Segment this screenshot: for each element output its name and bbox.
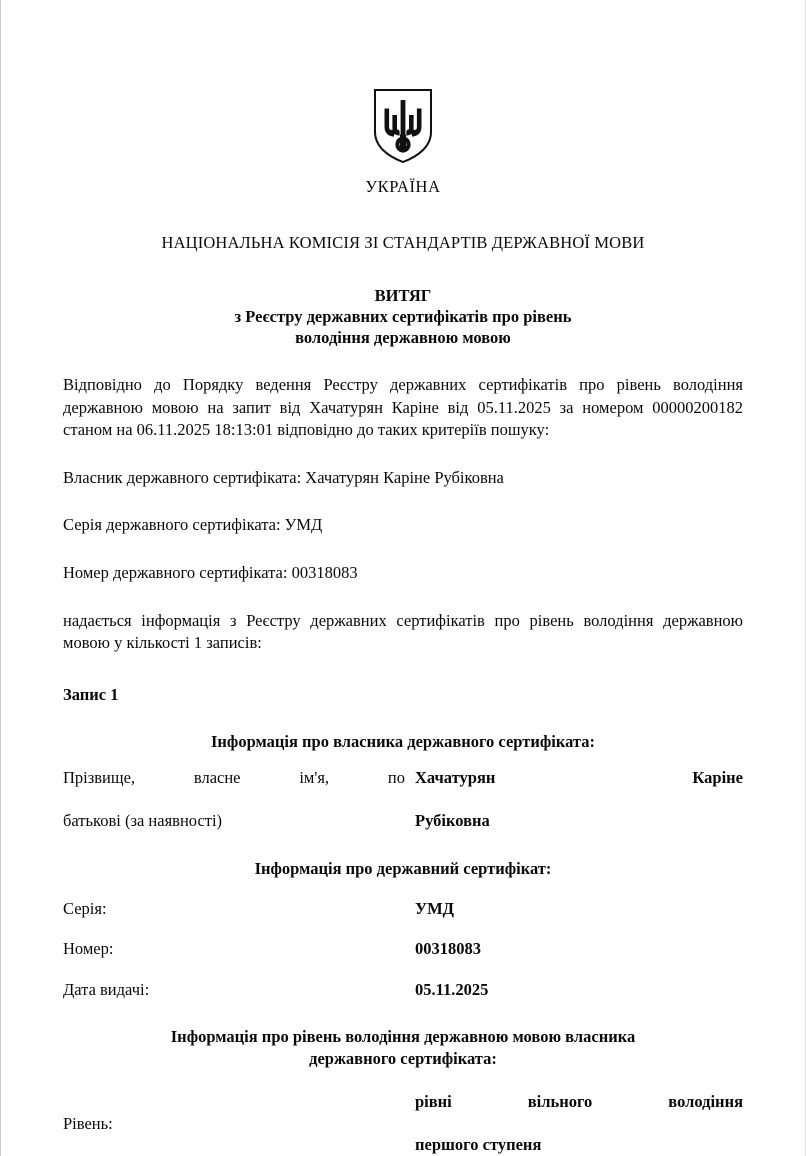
field-row-full-name bbox=[63, 767, 743, 831]
field-value-full-name-line-2: Рубіковна bbox=[415, 811, 490, 831]
field-label-issue-date bbox=[63, 979, 415, 1000]
page-title bbox=[63, 285, 743, 348]
section-heading-certificate bbox=[63, 858, 743, 879]
field-value-full-name-line-1: Хачатурян Каріне bbox=[415, 768, 743, 788]
doc-title-line-1: ВИТЯГ bbox=[374, 286, 432, 305]
ukraine-trident-coat-of-arms-icon bbox=[373, 88, 433, 164]
field-value-issue-date: 05.11.2025 bbox=[415, 979, 489, 999]
field-label-full-name bbox=[63, 767, 415, 831]
authority-name: НАЦІОНАЛЬНА КОМІСІЯ ЗІ СТАНДАРТІВ ДЕРЖАВНОЇ МОВИ bbox=[161, 233, 645, 252]
field-value-level bbox=[415, 1091, 743, 1155]
criteria-owner: Власник державного сертифіката: Хачатурян Каріне Рубіковна bbox=[63, 467, 504, 487]
emblem-block bbox=[63, 0, 743, 197]
doc-title-line-2: з Реєстру державних сертифікатів про рівень bbox=[234, 307, 572, 327]
field-value-level-line-1: рівні вільного володіння bbox=[415, 1092, 743, 1112]
field-value-number: 00318083 bbox=[415, 939, 481, 959]
field-row-level bbox=[63, 1091, 743, 1155]
field-row-series bbox=[63, 898, 743, 919]
field-label-series bbox=[63, 898, 415, 919]
field-label-number-text: Номер: bbox=[63, 939, 114, 959]
field-label-issue-date-text: Дата видачі: bbox=[63, 979, 150, 999]
field-value-full-name bbox=[415, 767, 743, 831]
field-label-level bbox=[63, 1113, 415, 1134]
document-body bbox=[1, 0, 805, 1156]
intro-paragraph: Відповідно до Порядку ведення Реєстру державних сертифікатів про рівень володіння державною мовою на запит від Хачатурян Каріне від 05.11.2025 за номером 00000200182 станом на 06.11.2025 18:13:01 відповідно до таких критеріїв пошуку: bbox=[63, 375, 743, 440]
field-row-number bbox=[63, 938, 743, 959]
record-heading: Запис 1 bbox=[63, 684, 119, 704]
field-label-full-name-line-2: батькові (за наявності) bbox=[63, 811, 223, 831]
criteria-series: Серія державного сертифіката: УМД bbox=[63, 515, 323, 535]
section-heading-level bbox=[63, 1026, 743, 1069]
field-label-series-text: Серія: bbox=[63, 899, 107, 919]
section-heading-level-line-2: державного сертифіката: bbox=[309, 1048, 497, 1068]
field-label-level-text: Рівень: bbox=[63, 1113, 113, 1133]
country-name: УКРАЇНА bbox=[365, 177, 441, 196]
field-value-level-line-2: першого ступеня bbox=[415, 1135, 542, 1155]
field-row-issue-date bbox=[63, 979, 743, 1000]
field-label-full-name-line-1: Прізвище, власне ім'я, по bbox=[63, 768, 405, 788]
results-paragraph: надається інформація з Реєстру державних сертифікатів про рівень володіння державною мовою у кількості 1 записів: bbox=[63, 610, 743, 653]
section-heading-owner-line-1: Інформація про власника державного сертифіката: bbox=[210, 731, 595, 751]
doc-title-line-3: володіння державною мовою bbox=[295, 328, 511, 348]
section-heading-owner bbox=[63, 731, 743, 752]
criteria-number: Номер державного сертифіката: 00318083 bbox=[63, 562, 358, 582]
section-heading-certificate-line-1: Інформація про державний сертифікат: bbox=[254, 858, 552, 878]
field-label-number bbox=[63, 938, 415, 959]
section-heading-level-line-1: Інформація про рівень володіння державною мовою власника bbox=[170, 1027, 636, 1047]
field-value-series: УМД bbox=[415, 899, 455, 919]
